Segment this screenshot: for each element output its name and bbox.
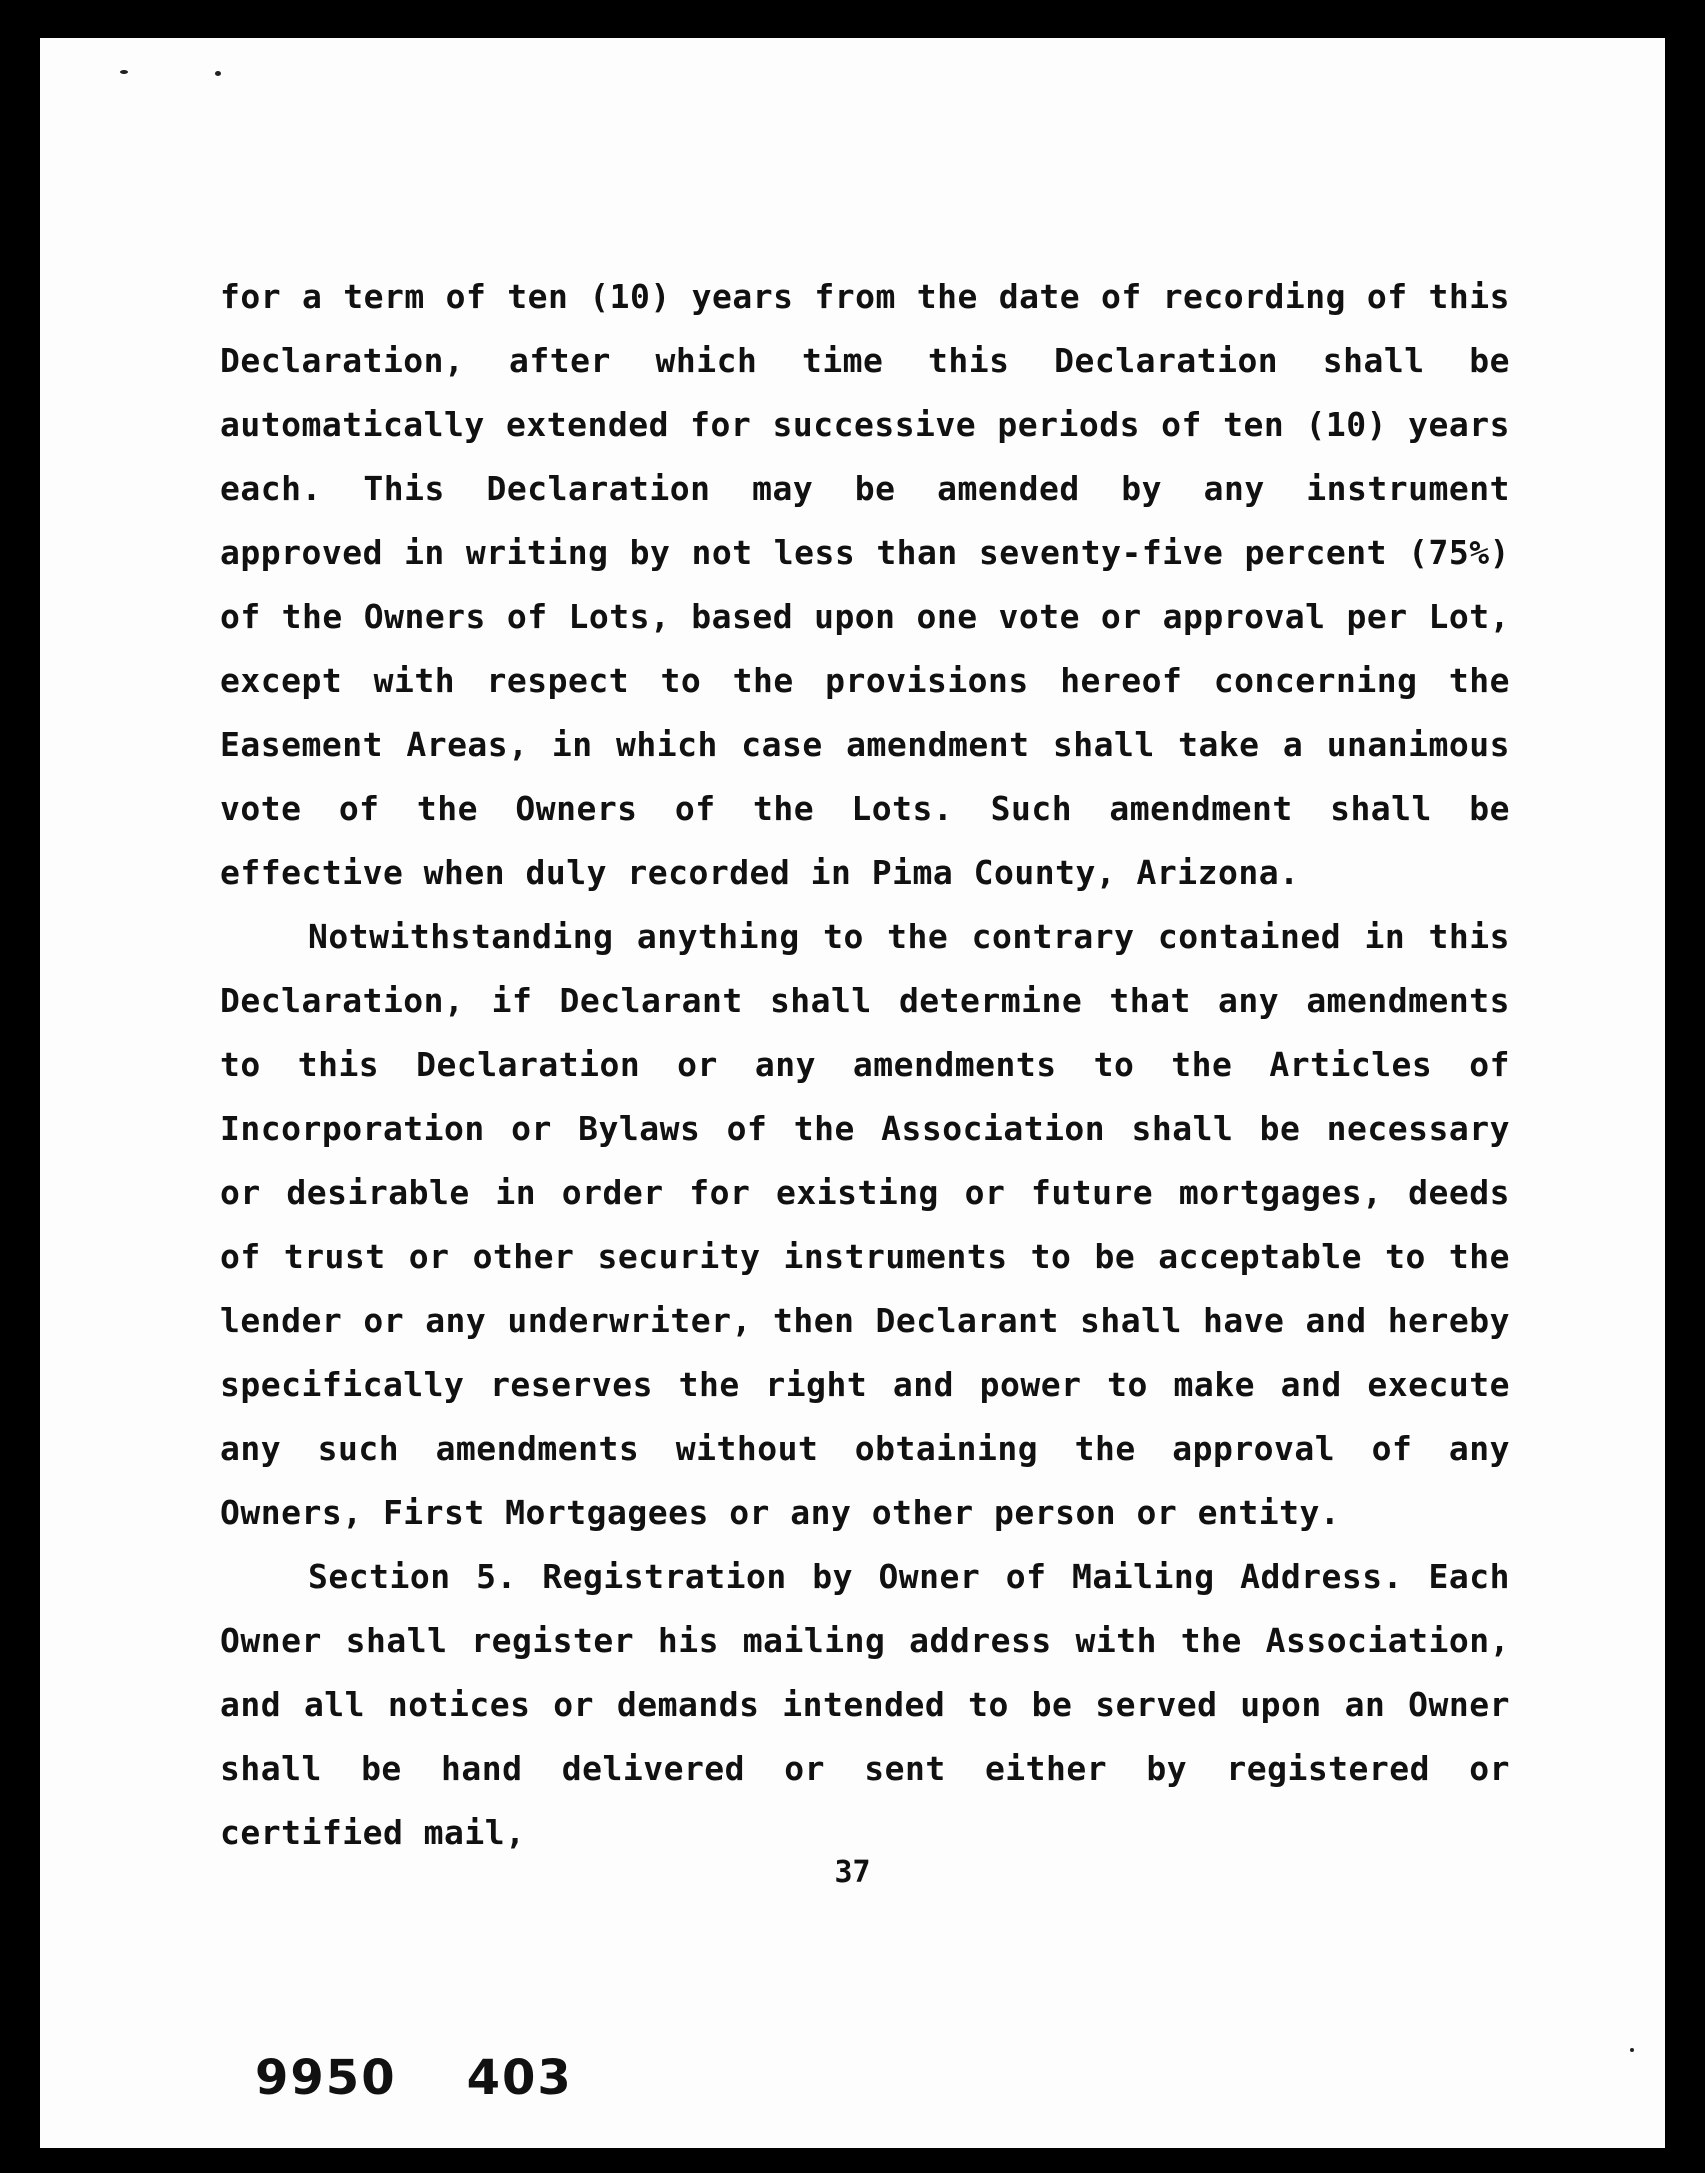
scan-speck xyxy=(215,71,221,76)
scan-speck xyxy=(120,70,128,74)
scan-speck xyxy=(1630,2048,1634,2052)
document-body xyxy=(220,265,1510,1865)
paragraph-term: for a term of ten (10) years from the date of recording of this Declaration, after which time this Declaration shall be automatically extended for successive periods of ten (10) years each. This Declaration may be amended by any instrument approved in writing by not less than seventy-five percent (75%) of the Owners of Lots, based upon one vote or approval per Lot, except with respect to the provisions hereof concerning the Easement Areas, in which case amendment shall take a unanimous vote of the Owners of the Lots. Such amendment shall be effective when duly recorded in Pima County, Arizona. xyxy=(220,277,1510,892)
docket-number: 9950 xyxy=(255,2050,397,2106)
paragraph-section-5: Section 5. Registration by Owner of Mailing Address. Each Owner shall register his mailing address with the Association, and all notices or demands intended to be served upon an Owner shall be hand delivered or sent either by registered or certified mail, xyxy=(220,1557,1510,1852)
paragraph-notwithstanding: Notwithstanding anything to the contrary contained in this Declaration, if Declarant shall determine that any amendments to this Declaration or any amendments to the Articles of Incorporation or Bylaws of the Association shall be necessary or desirable in order for existing or future mortgages, deeds of trust or other security instruments to be acceptable to the lender or any underwriter, then Declarant shall have and hereby specifically reserves the right and power to make and execute any such amendments without obtaining the approval of any Owners, First Mortgagees or any other person or entity. xyxy=(220,917,1510,1532)
docket-stamp xyxy=(255,2050,573,2106)
page-number: 37 xyxy=(834,1855,871,1890)
docket-page: 403 xyxy=(466,2050,573,2106)
